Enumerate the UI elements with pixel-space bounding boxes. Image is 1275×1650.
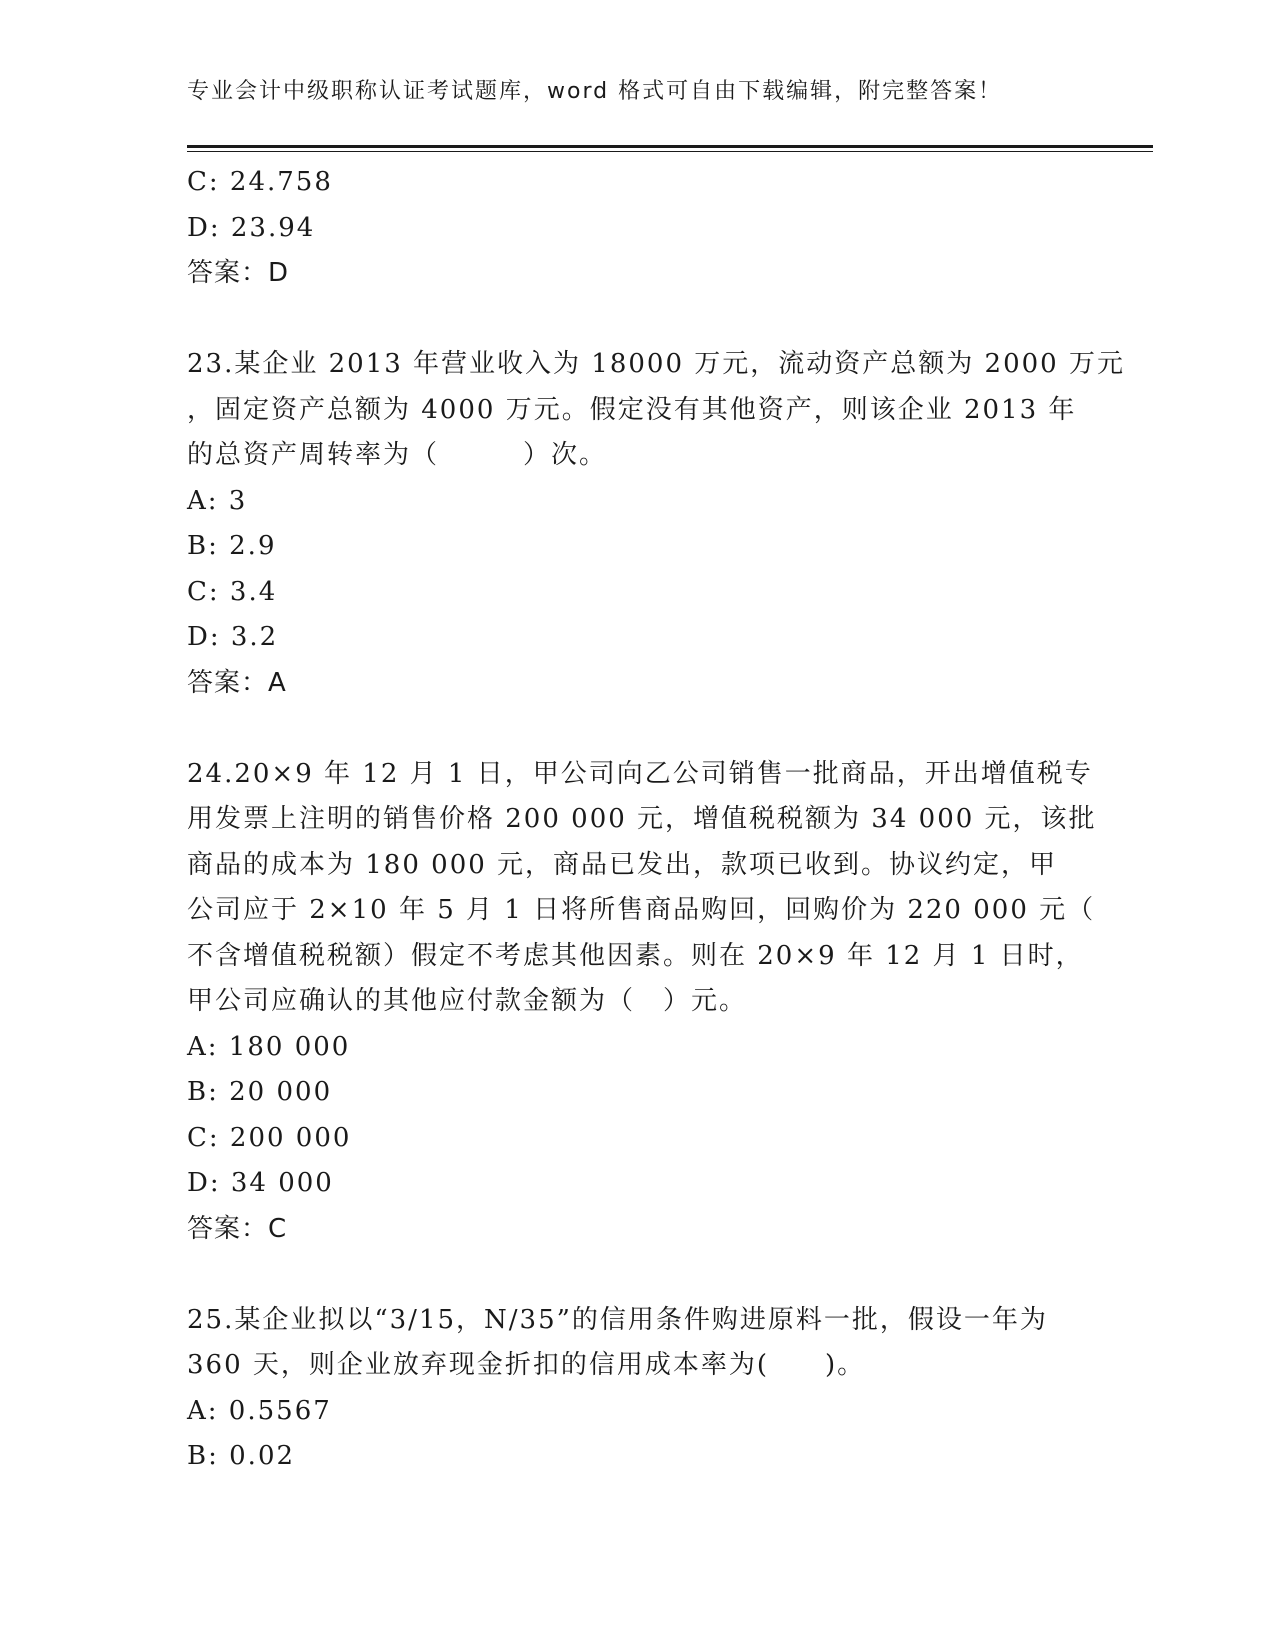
option-d: D: 34 000 <box>187 1168 334 1198</box>
question-text-line: 不含增值税税额）假定不考虑其他因素。则在 20×9 年 12 月 1 日时， <box>187 940 1084 971</box>
header-rule-thick <box>187 145 1153 148</box>
page-header: 专业会计中级职称认证考试题库，word 格式可自由下载编辑，附完整答案！ <box>187 79 1003 104</box>
question-text-line: 24.20×9 年 12 月 1 日，甲公司向乙公司销售一批商品，开出增值税专 <box>187 758 1093 789</box>
question-text-line: 公司应于 2×10 年 5 月 1 日将所售商品购回，回购价为 220 000 元（ <box>187 895 1096 925</box>
question-text-line: 甲公司应确认的其他应付款金额为（ ）元。 <box>187 986 748 1016</box>
question-text-line: 360 天，则企业放弃现金折扣的信用成本率为( )。 <box>187 1350 866 1380</box>
answer-line: 答案：D <box>187 258 290 288</box>
question-22-tail <box>187 160 1087 297</box>
question-text-line: 用发票上注明的销售价格 200 000 元，增值税税额为 34 000 元，该批 <box>187 804 1097 834</box>
option-c: C: 200 000 <box>187 1122 352 1153</box>
question-text-line: 25.某企业拟以“3/15，N/35”的信用条件购进原料一批，假设一年为 <box>187 1304 1048 1335</box>
question-25 <box>187 1298 1087 1480</box>
option-d: D: 23.94 <box>187 212 316 243</box>
option-c: C: 3.4 <box>187 576 278 607</box>
spacer <box>187 706 1087 752</box>
option-c: C: 24.758 <box>187 167 333 197</box>
option-d: D: 3.2 <box>187 622 279 652</box>
question-text-line: 商品的成本为 180 000 元，商品已发出，款项已收到。协议约定，甲 <box>187 849 1058 880</box>
question-23 <box>187 342 1125 706</box>
question-text-line: 23.某企业 2013 年营业收入为 18000 万元，流动资产总额为 2000 万元 <box>187 349 1125 379</box>
document-body <box>187 160 1125 1480</box>
question-text-line: ，固定资产总额为 4000 万元。假定没有其他资产，则该企业 2013 年 <box>187 394 1077 425</box>
question-24 <box>187 752 1097 1253</box>
option-a: A: 0.5567 <box>187 1395 332 1426</box>
answer-line: 答案：C <box>187 1213 288 1244</box>
spacer <box>187 297 1087 343</box>
option-a: A: 3 <box>187 485 248 516</box>
option-a: A: 180 000 <box>187 1031 351 1062</box>
header-rule-thin <box>187 151 1153 152</box>
question-text-line: 的总资产周转率为（ ）次。 <box>187 440 608 470</box>
option-b: B: 20 000 <box>187 1077 333 1107</box>
spacer <box>187 1252 1087 1298</box>
option-b: B: 0.02 <box>187 1441 296 1471</box>
answer-line: 答案：A <box>187 667 287 698</box>
option-b: B: 2.9 <box>187 531 277 561</box>
